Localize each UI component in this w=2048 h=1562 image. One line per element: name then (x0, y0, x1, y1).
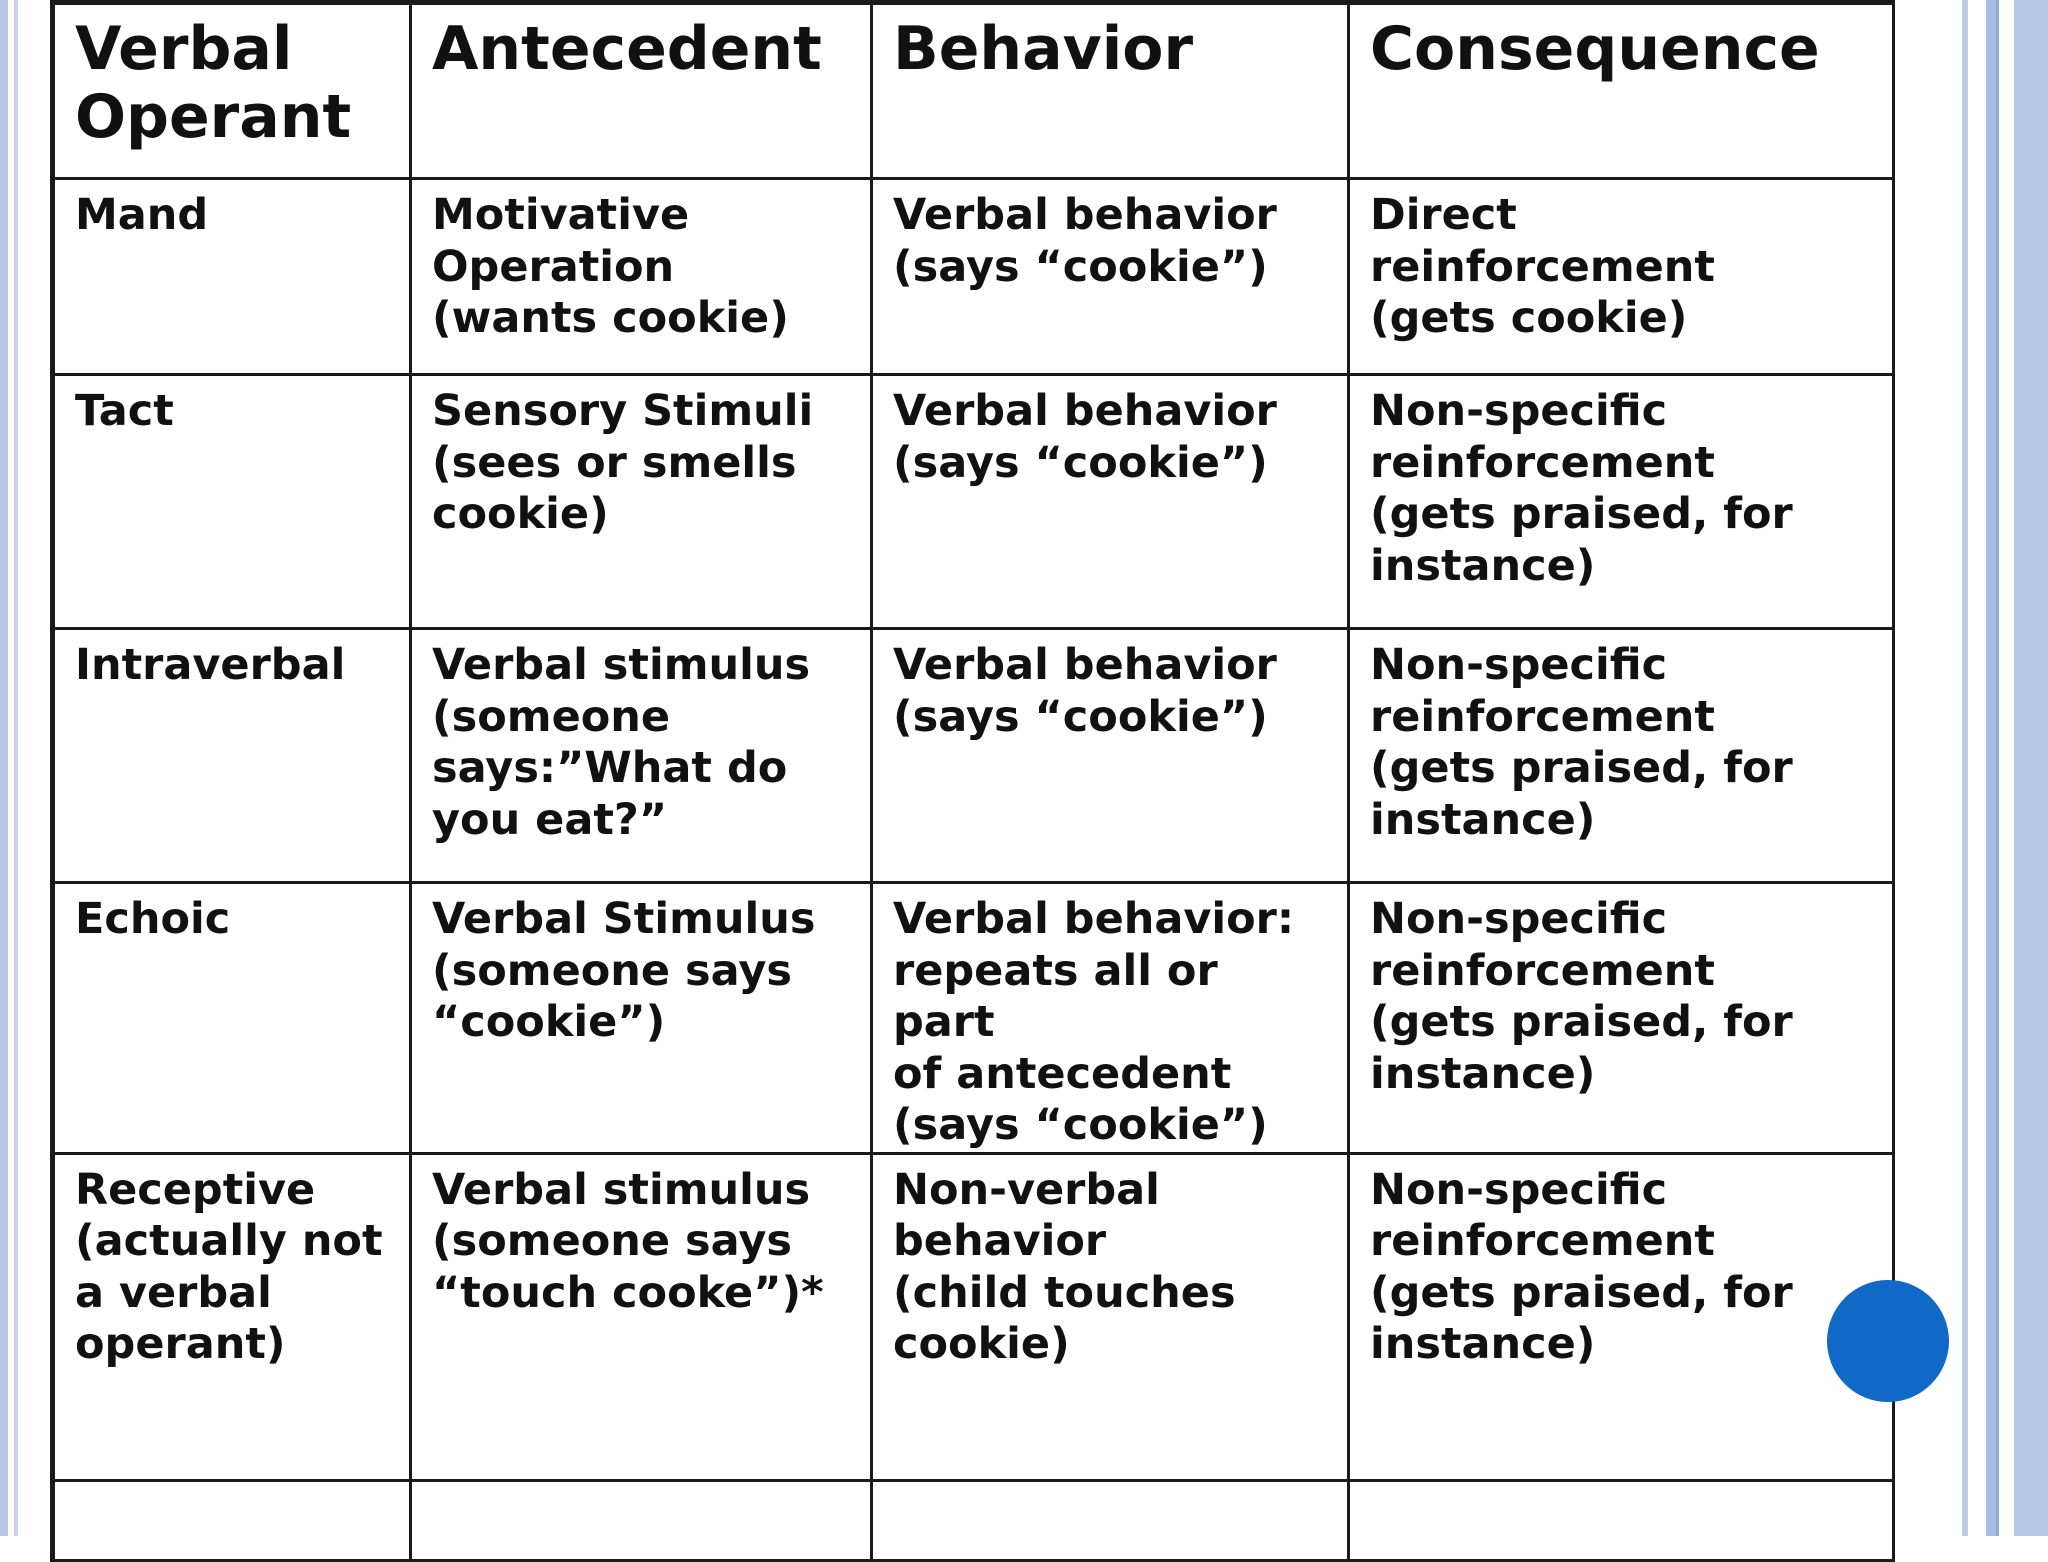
table-cell: Verbal behavior (says “cookie”) (872, 629, 1349, 883)
table-cell: Mand (53, 179, 411, 375)
right-decor-stripe-line (1996, 0, 1999, 1536)
table-row-tact (53, 375, 1894, 629)
table-cell: Direct reinforcement (gets cookie) (1349, 179, 1894, 375)
table-row-empty (53, 1480, 1894, 1560)
table-cell: Non-specific reinforcement (gets praised, for instance) (1349, 375, 1894, 629)
table-cell: Verbal stimulus (someone says “touch cooke”)* (411, 1153, 872, 1480)
table-cell (411, 1480, 872, 1560)
header-cell-verbal-operant: Verbal Operant (53, 3, 411, 179)
header-cell-behavior: Behavior (872, 3, 1349, 179)
table-cell: Non-specific reinforcement (gets praised, for instance) (1349, 883, 1894, 1154)
table-cell: Verbal behavior (says “cookie”) (872, 375, 1349, 629)
table-row-intraverbal (53, 629, 1894, 883)
table-row-echoic (53, 883, 1894, 1154)
table-cell: Echoic (53, 883, 411, 1154)
table-cell: Motivative Operation (wants cookie) (411, 179, 872, 375)
presentation-nav-dot[interactable] (1827, 1280, 1949, 1402)
verbal-operants-table (50, 0, 1895, 1562)
left-decor-stripe (0, 0, 8, 1536)
table-cell: Receptive (actually not a verbal operant) (53, 1153, 411, 1480)
right-decor-band (2014, 0, 2048, 1536)
table-cell: Non-specific reinforcement (gets praised, for instance) (1349, 1153, 1894, 1480)
table-row-receptive (53, 1153, 1894, 1480)
table-cell: Verbal Stimulus (someone says “cookie”) (411, 883, 872, 1154)
table-cell: Intraverbal (53, 629, 411, 883)
header-cell-antecedent: Antecedent (411, 3, 872, 179)
table-row-mand (53, 179, 1894, 375)
table-cell: Verbal behavior: repeats all or part of antecedent (says “cookie”) (872, 883, 1349, 1154)
table-cell: Non-verbal behavior (child touches cookie) (872, 1153, 1349, 1480)
table-cell: Verbal stimulus (someone says:”What do you eat?” (411, 629, 872, 883)
table-cell: Non-specific reinforcement (gets praised, for instance) (1349, 629, 1894, 883)
header-cell-consequence: Consequence (1349, 3, 1894, 179)
left-decor-stripe-thin (14, 0, 18, 1536)
table-cell: Tact (53, 375, 411, 629)
table-cell (872, 1480, 1349, 1560)
right-decor-stripe (1962, 0, 1968, 1536)
table-header-row (53, 3, 1894, 179)
table-cell: Sensory Stimuli (sees or smells cookie) (411, 375, 872, 629)
table-cell (53, 1480, 411, 1560)
table-cell (1349, 1480, 1894, 1560)
table-cell: Verbal behavior (says “cookie”) (872, 179, 1349, 375)
